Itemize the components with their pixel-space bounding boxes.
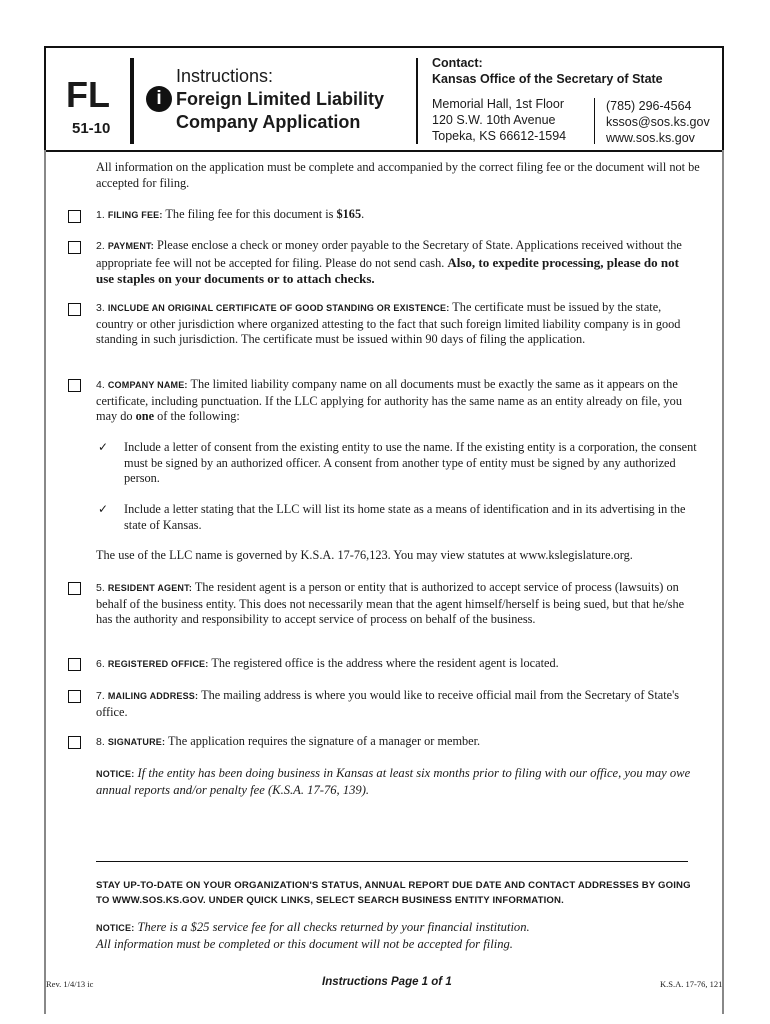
registered-office-checkbox[interactable] (68, 658, 81, 671)
contact-phone: (785) 296-4564 (606, 99, 692, 113)
form-number: 51-10 (72, 120, 111, 137)
notice-label: NOTICE: (96, 769, 135, 779)
contact-email: kssos@sos.ks.gov (606, 115, 710, 129)
item-label: COMPANY NAME: (107, 380, 188, 390)
page-number: Instructions Page 1 of 1 (322, 976, 452, 988)
title-line-2: Company Application (176, 112, 361, 132)
payment-checkbox[interactable] (68, 241, 81, 254)
intro-text: All information on the application must be complete and accompanied by the correct filing fee or the document will not be accepted for filing. (96, 160, 700, 190)
payment-item: 2. PAYMENT: Please enclose a check or money order payable to the Secretary of State. Applications received without the appropriate fee will not be accepted for filing. Please do not send cash. Also, to expedite processing, please do not use staples on your documents or to attach checks. (96, 238, 682, 287)
mailing-address-checkbox[interactable] (68, 690, 81, 703)
instructions-label: Instructions: (176, 66, 274, 86)
item-label: FILING FEE: (107, 210, 163, 220)
contact-office: Kansas Office of the Secretary of State (432, 72, 663, 86)
address-line: Memorial Hall, 1st Floor (432, 97, 564, 111)
item-label: MAILING ADDRESS: (107, 691, 199, 701)
mailing-address-item: 7. MAILING ADDRESS: The mailing address is where you would like to receive official mail from the Secretary of State's office. (96, 688, 680, 719)
resident-agent-item: 5. RESIDENT AGENT: The resident agent is a person or entity that is authorized to accept service of process (lawsuits) on behalf of the business entity. This does not necessarily mean that the agent himself/herself is being sued, but that he/she has the authority and responsibility to accept service of process on behalf of the business. (96, 580, 685, 627)
name-option-2: Include a letter stating that the LLC will list its home state as a means of identification and in its advertising in the state of Kansas. (124, 502, 686, 532)
certificate-checkbox[interactable] (68, 303, 81, 316)
header-divider (130, 58, 134, 144)
payment-note: Also, to expedite processing, please do not use staples on your documents or to attach checks. (96, 254, 679, 287)
statute-reference: K.S.A. 17-76, 121 (660, 979, 723, 989)
info-icon: i (146, 86, 172, 112)
address-line: Topeka, KS 66612-1594 (432, 129, 567, 143)
name-option-1: Include a letter of consent from the existing entity to use the name. If the existing entity is a corporation, the consent must be signed by an authorized officer. A consent from another type of entity must be signed by any authorized person. (124, 440, 697, 486)
address-line: 120 S.W. 10th Avenue (432, 113, 556, 127)
header-divider (416, 58, 418, 144)
company-name-item: 4. COMPANY NAME: The limited liability company name on all documents must be exactly the same as it appears on the certificate, including punctuation. If the LLC applying for authority has the same name as an entity already on file, you may do one of the following: (96, 377, 682, 424)
item-label: RESIDENT AGENT: (107, 583, 193, 593)
fee-amount: $165 (336, 207, 362, 221)
registered-office-item: 6. REGISTERED OFFICE: The registered office is the address where the resident agent is located. (96, 656, 559, 670)
form-code: FL (66, 74, 110, 115)
statute-note: The use of the LLC name is governed by K.S.A. 17-76,123. You may view statutes at www.kslegislature.org. (96, 548, 633, 562)
item-label: SIGNATURE: (107, 737, 166, 747)
service-fee-notice: NOTICE: There is a $25 service fee for all checks returned by your financial institution. All information must be completed or this document will not be accepted for filing. (96, 920, 530, 951)
signature-checkbox[interactable] (68, 736, 81, 749)
contact-label: Contact: (432, 56, 483, 70)
item-label: INCLUDE AN ORIGINAL CERTIFICATE OF GOOD STANDING OR EXISTENCE: (107, 303, 450, 313)
checkmark-icon: ✓ (98, 502, 109, 516)
company-name-checkbox[interactable] (68, 379, 81, 392)
contact-details (606, 98, 710, 146)
filing-fee-item: 1. FILING FEE: The filing fee for this document is $165. (96, 207, 365, 221)
right-margin-rule (722, 150, 724, 1014)
business-notice: NOTICE: If the entity has been doing business in Kansas at least six months prior to filing with our office, you may owe annual reports and/or penalty fee (K.S.A. 17-76, 139). (96, 766, 691, 797)
checkmark-icon: ✓ (98, 440, 109, 454)
item-label: PAYMENT: (107, 241, 154, 251)
divider-rule (96, 861, 688, 862)
stay-up-to-date-note: STAY UP-TO-DATE ON YOUR ORGANIZATION'S STATUS, ANNUAL REPORT DUE DATE AND CONTACT ADDRESSES BY GOING TO WWW.SOS.KS.GOV. UNDER QUICK LINKS, SELECT SEARCH BUSINESS ENTITY INFORMATION. (96, 880, 691, 906)
form-header (44, 46, 724, 152)
item-label: REGISTERED OFFICE: (107, 659, 209, 669)
contact-divider (594, 98, 595, 144)
revision-date: Rev. 1/4/13 ic (46, 979, 94, 989)
contact-website: www.sos.ks.gov (606, 131, 695, 145)
certificate-item: 3. INCLUDE AN ORIGINAL CERTIFICATE OF GOOD STANDING OR EXISTENCE: The certificate must be issued by the state, country or other jurisdiction where organized attesting to the fact that such foreign limited liability company is in good standing in such jurisdiction. The certificate must be issued within 90 days of filing the application. (96, 300, 681, 347)
title-line-1: Foreign Limited Liability (176, 89, 385, 109)
contact-address (432, 96, 566, 144)
left-margin-rule (44, 150, 46, 1014)
notice-label: NOTICE: (96, 923, 135, 933)
signature-item: 8. SIGNATURE: The application requires the signature of a manager or member. (96, 734, 481, 748)
filing-fee-checkbox[interactable] (68, 210, 81, 223)
resident-agent-checkbox[interactable] (68, 582, 81, 595)
form-title (176, 88, 416, 134)
